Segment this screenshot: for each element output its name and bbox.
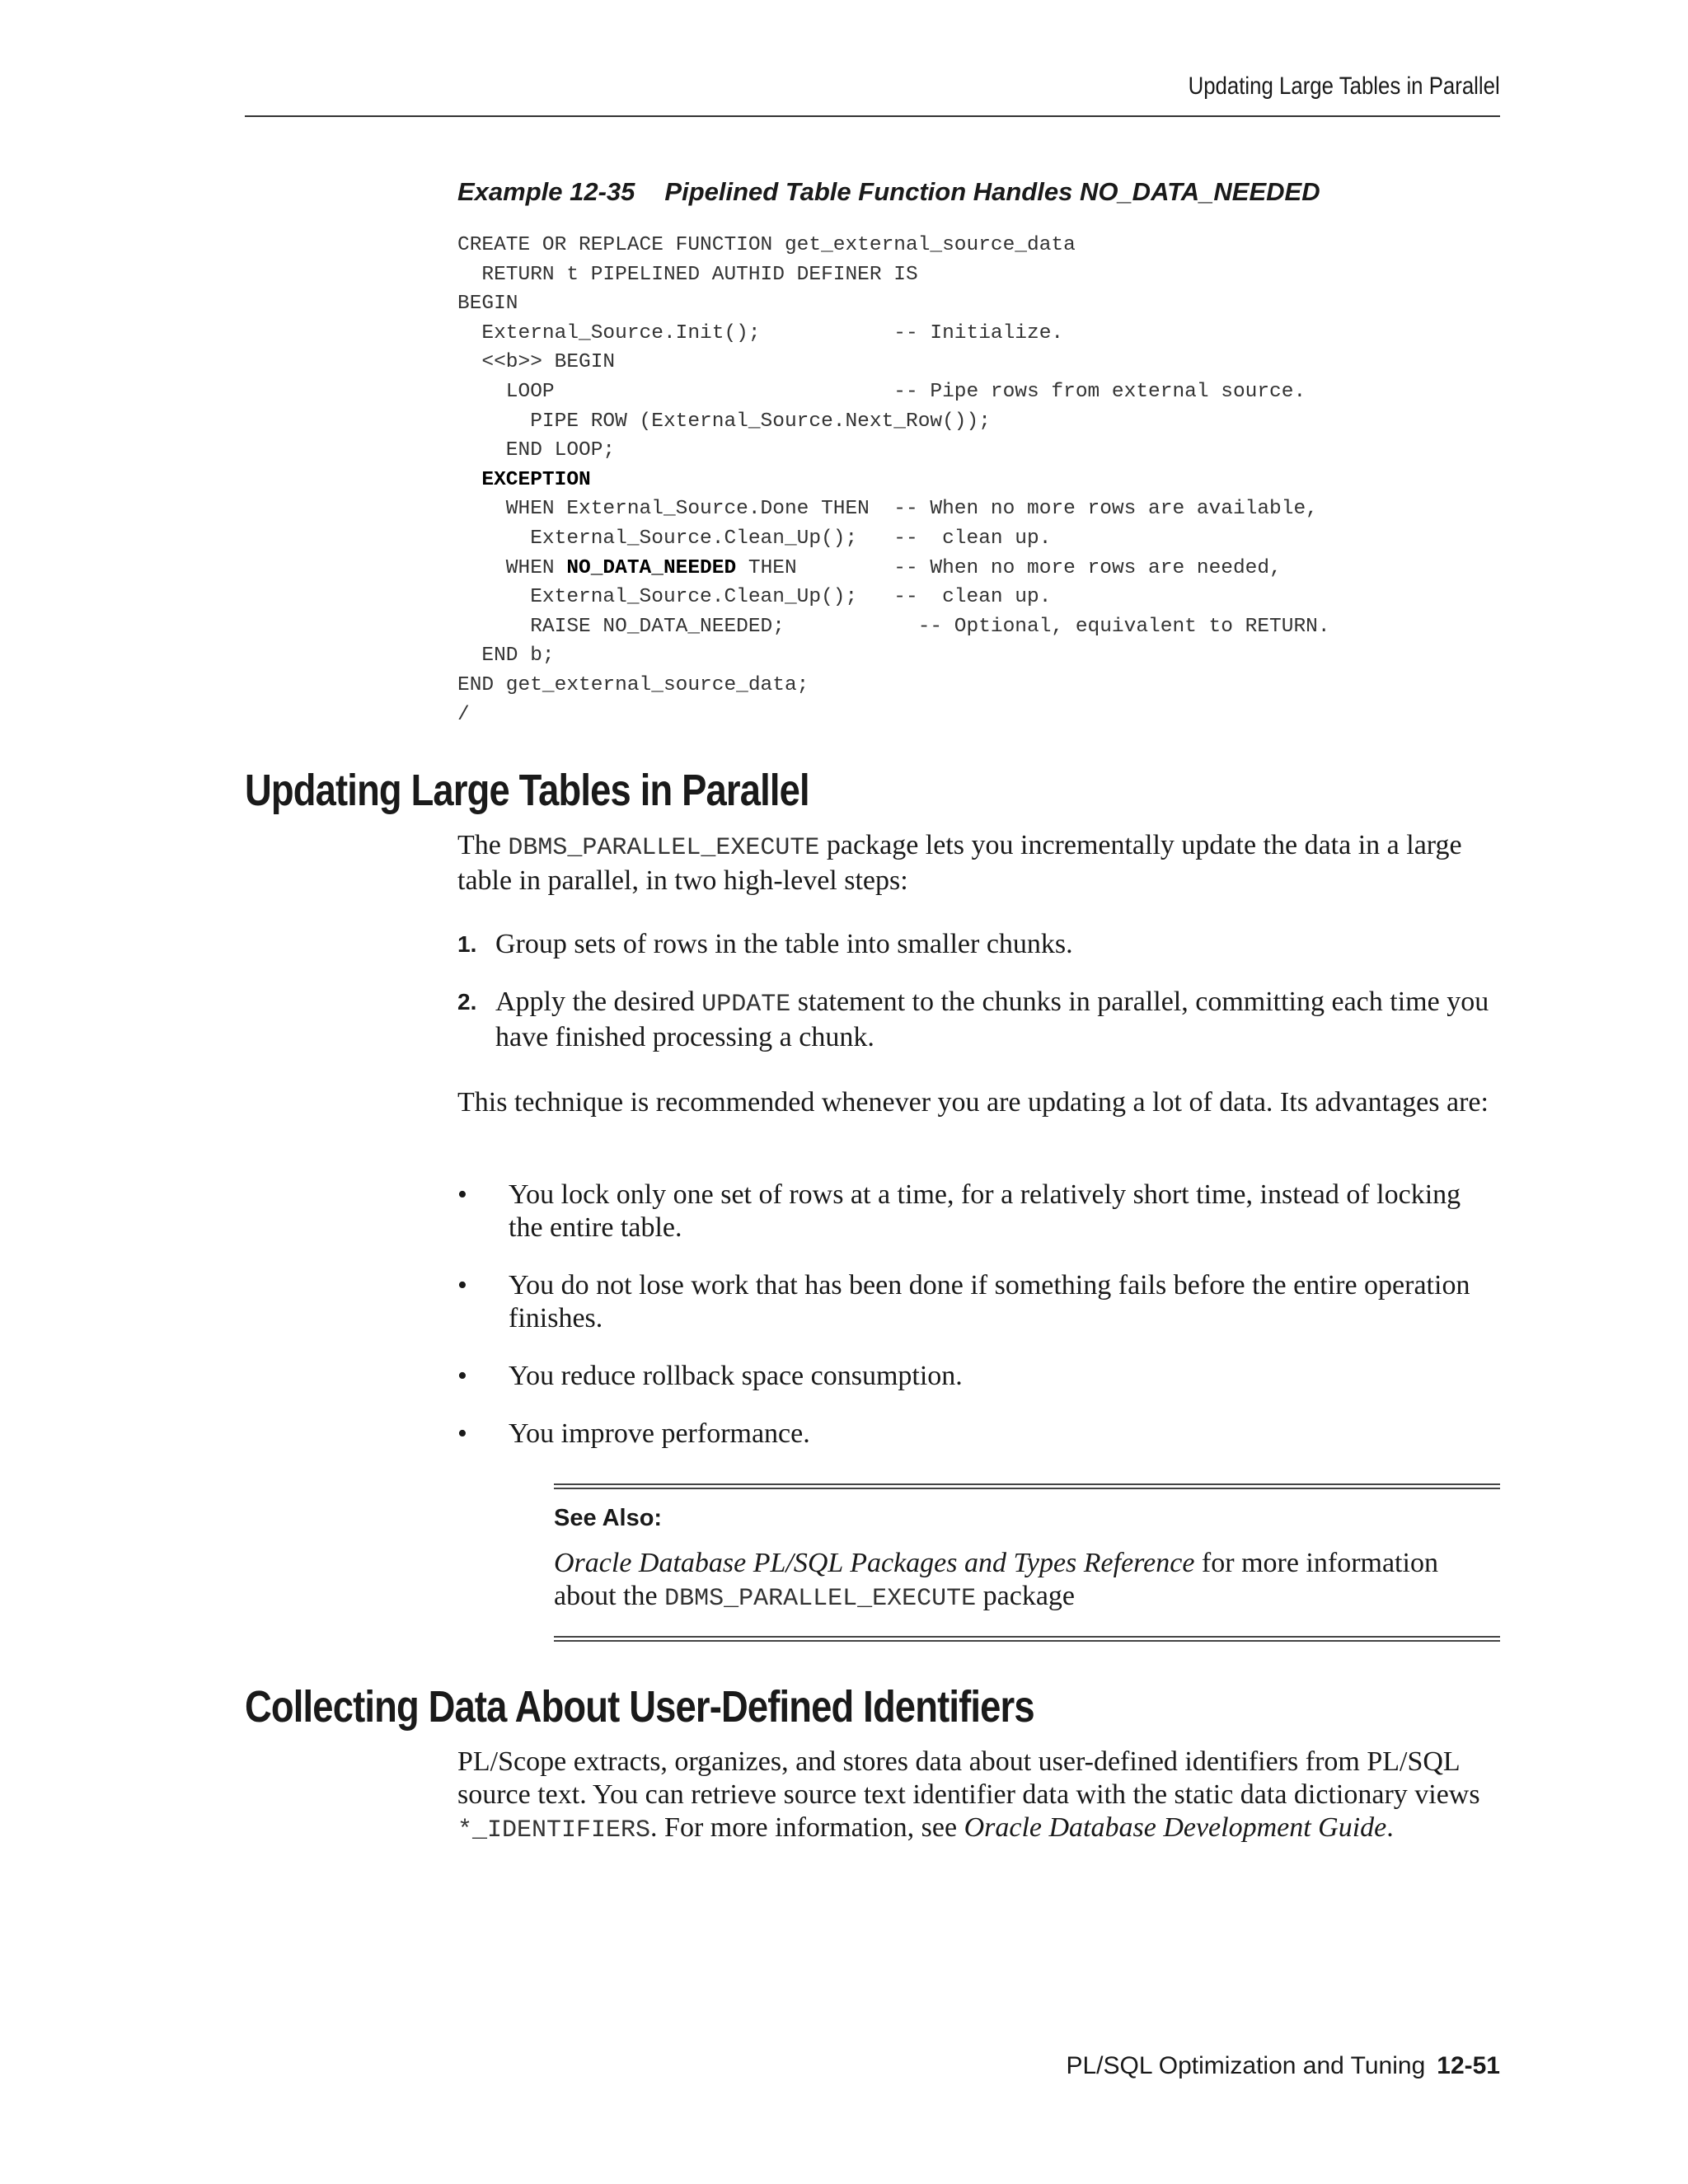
- page-number: 12-51: [1437, 2052, 1500, 2079]
- code-line: RAISE NO_DATA_NEEDED; -- Optional, equivalent to RETURN.: [457, 615, 1330, 638]
- bullet-icon: •: [457, 1418, 467, 1449]
- example-title: [457, 177, 1320, 207]
- list-item-text: You do not lose work that has been done if something fails before the entire operation finishes.: [509, 1270, 1470, 1333]
- code-line: PIPE ROW (External_Source.Next_Row());: [457, 410, 991, 433]
- section-heading-updating-large-tables: Updating Large Tables in Parallel: [245, 766, 809, 815]
- reference-book-title: Oracle Database PL/SQL Packages and Types Reference: [554, 1548, 1195, 1578]
- running-header: Updating Large Tables in Parallel: [1188, 73, 1500, 100]
- code-line: <<b>> BEGIN: [457, 351, 616, 374]
- sql-keyword: UPDATE: [701, 991, 791, 1019]
- page-footer: [1066, 2052, 1500, 2080]
- code-line: External_Source.Clean_Up(); -- clean up.: [457, 527, 1052, 550]
- code-line: WHEN External_Source.Done THEN -- When no more rows are available,: [457, 498, 1318, 521]
- list-item-text: You reduce rollback space consumption.: [509, 1361, 963, 1391]
- code-line: END get_external_source_data;: [457, 673, 809, 696]
- see-also-body: Oracle Database PL/SQL Packages and Types Reference for more information about the DBMS_PARALLEL_EXECUTE package: [554, 1548, 1438, 1613]
- code-line: External_Source.Init(); -- Initialize.: [457, 321, 1064, 344]
- list-item: [457, 986, 1500, 1052]
- code-line: END b;: [457, 644, 555, 668]
- list-item: [457, 928, 1500, 961]
- section2-paragraph: PL/Scope extracts, organizes, and stores data about user-defined identifiers from PL/SQL source text. You can retrieve source text identifier data with the static data dictionary views *_IDENTIFIERS. For more information, see Oracle Database Development Guide.: [457, 1746, 1480, 1844]
- header-rule: [245, 115, 1500, 117]
- bullet-icon: •: [457, 1179, 467, 1210]
- list-item-text: Apply the desired UPDATE statement to the chunks in parallel, committing each time you have finished processing a chunk.: [495, 987, 1489, 1052]
- example-caption: Pipelined Table Function Handles NO_DATA_NEEDED: [664, 177, 1320, 206]
- code-line: LOOP -- Pipe rows from external source.: [457, 380, 1306, 403]
- code-line: END LOOP;: [457, 439, 616, 462]
- list-number: 2.: [457, 989, 477, 1015]
- reference-book-title: Oracle Database Development Guide: [964, 1812, 1387, 1843]
- list-item-text: You lock only one set of rows at a time, for a relatively short time, instead of locking the entire table.: [509, 1179, 1461, 1243]
- bullet-icon: •: [457, 1361, 467, 1391]
- code-line: External_Source.Clean_Up(); -- clean up.: [457, 586, 1052, 609]
- section-heading-collecting-data: Collecting Data About User-Defined Identifiers: [245, 1682, 1034, 1732]
- code-line: BEGIN: [457, 293, 518, 316]
- list-number: 1.: [457, 931, 477, 957]
- see-also-title: See Also:: [554, 1505, 663, 1531]
- footer-book-title: PL/SQL Optimization and Tuning: [1066, 2052, 1426, 2079]
- section-intro-paragraph: The DBMS_PARALLEL_EXECUTE package lets you incrementally update the data in a large table in parallel, in two high-level steps:: [457, 830, 1462, 896]
- code-line: WHEN NO_DATA_NEEDED THEN -- When no more rows are needed,: [457, 556, 1282, 579]
- code-block: [457, 231, 1330, 729]
- example-label: Example 12-35: [457, 177, 635, 206]
- code-line: RETURN t PIPELINED AUTHID DEFINER IS: [457, 263, 918, 286]
- package-name: DBMS_PARALLEL_EXECUTE: [664, 1585, 977, 1613]
- code-line: CREATE OR REPLACE FUNCTION get_external_source_data: [457, 234, 1076, 256]
- bullet-icon: •: [457, 1270, 467, 1301]
- code-line: /: [457, 703, 470, 726]
- see-also-bottom-rule: [554, 1636, 1500, 1642]
- view-name: *_IDENTIFIERS: [457, 1816, 651, 1844]
- see-also-top-rule: [554, 1483, 1500, 1489]
- code-line: EXCEPTION: [481, 468, 591, 491]
- list-item-text: You improve performance.: [509, 1418, 810, 1449]
- package-name: DBMS_PARALLEL_EXECUTE: [508, 834, 820, 862]
- advantages-intro: This technique is recommended whenever you are updating a lot of data. Its advantages are:: [457, 1087, 1489, 1118]
- list-item-text: Group sets of rows in the table into smaller chunks.: [495, 929, 1073, 959]
